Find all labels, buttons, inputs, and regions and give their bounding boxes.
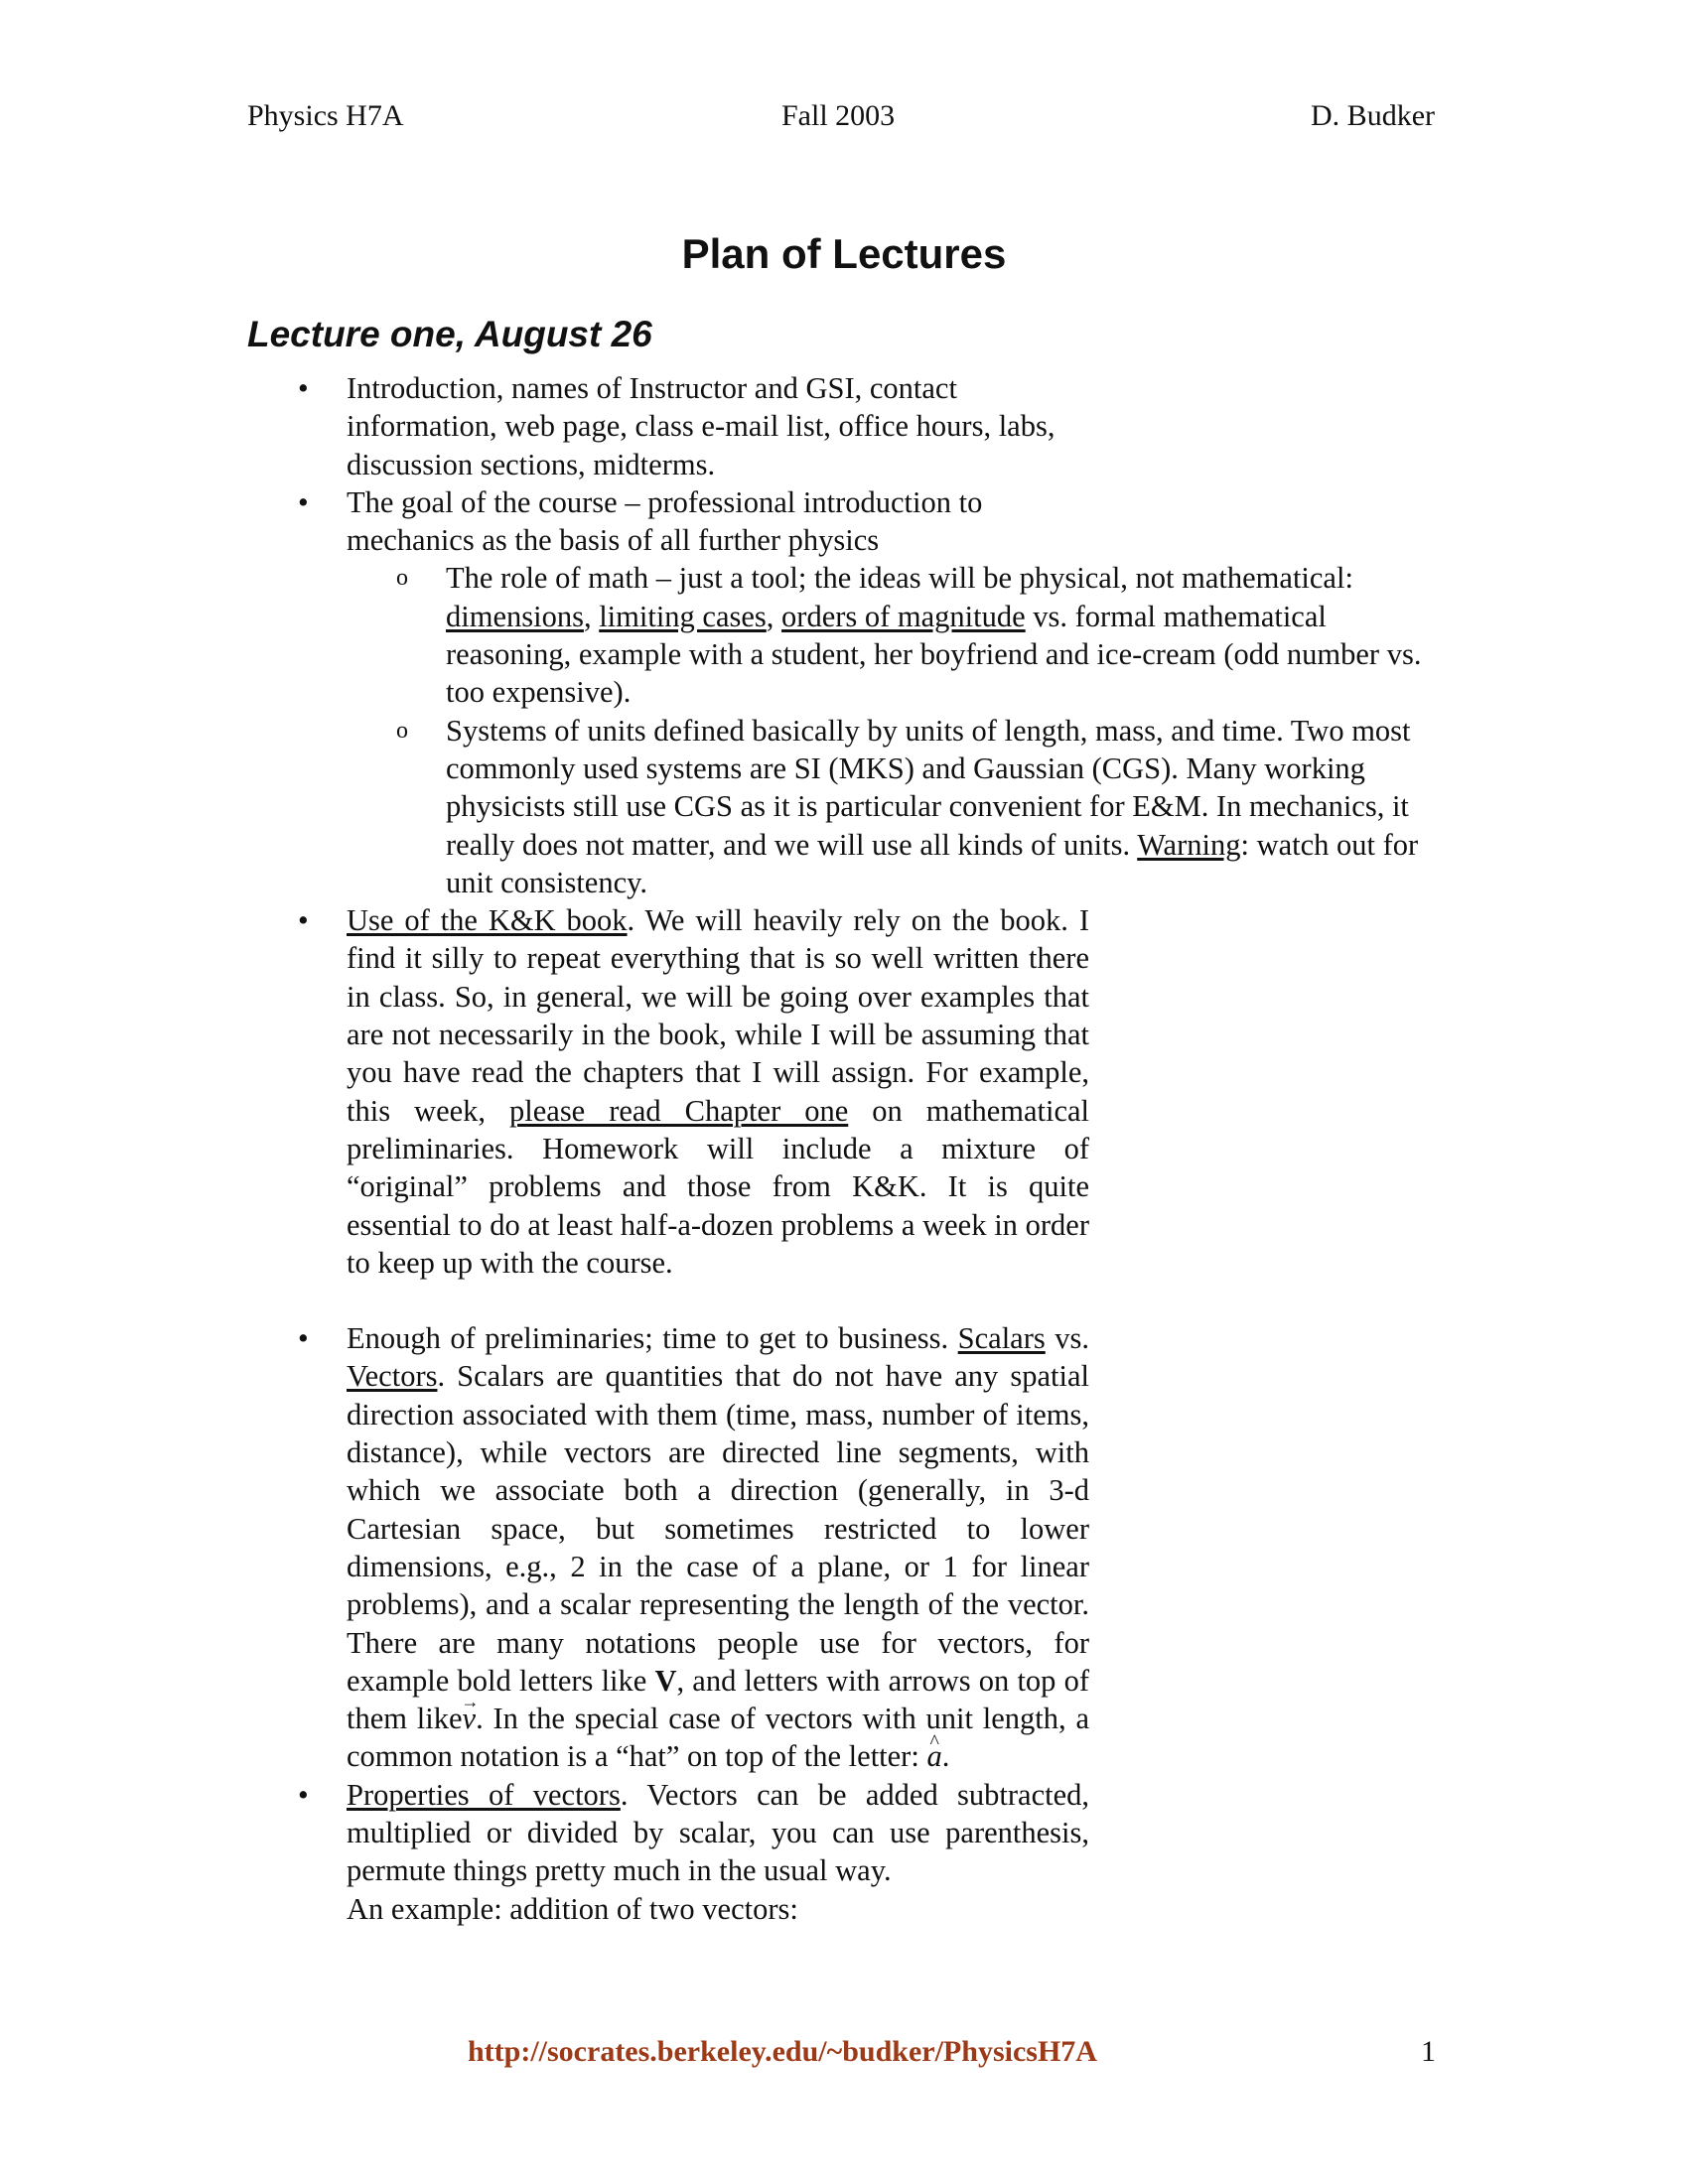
separator: ,: [766, 599, 782, 633]
bold-v-symbol: V: [654, 1663, 677, 1698]
subbullet-systems-of-units: [446, 712, 1436, 901]
paragraph-gap: [0, 1282, 1688, 1319]
properties-text: . Vectors can be added subtracted, multiplied or divided by scalar, you can use parenthesis, permute things pretty much in the usual way.: [347, 1777, 1089, 1888]
underline-please-read: please read Chapter one: [509, 1093, 849, 1128]
role-of-math-text-cont: vs. formal mathematical reasoning, example with a student, her boyfriend and ice-cream (odd number vs. too expensive).: [446, 599, 1422, 710]
footer-url: http://socrates.berkeley.edu/~budker/PhysicsH7A: [468, 2035, 1097, 2068]
page-number: 1: [1421, 2035, 1436, 2068]
header-course: Physics H7A: [247, 99, 404, 132]
kk-book-text-cont: on mathematical preliminaries. Homework will include a mixture of “original” problems and those from K&K. It is quite essential to do at least half-a-dozen problems a week in order to keep up with the course.: [347, 1093, 1089, 1280]
vector-v-symbol: → v: [463, 1700, 477, 1737]
underline-vectors: Vectors: [347, 1359, 438, 1394]
period: .: [941, 1739, 950, 1774]
scalars-text-arrows: , and letters with arrows on top of them like: [347, 1663, 1089, 1736]
scalars-text-cont: . Scalars are quantities that do not have any spatial direction associated with them (time, mass, number of items, distance), while vectors are directed line segments, with which we associate both a direction (generally, in 3-d Cartesian space, but sometimes restricted to lower dimensions, e.g., 2 in the case of a plane, or 1 for linear problems), and a scalar representing the length of the vector. There are many notations people use for vectors, for example bold letters like: [347, 1359, 1089, 1698]
underline-warning: Warning: [1137, 827, 1241, 862]
bullet-introduction: [0, 369, 1089, 483]
underline-dimensions: dimensions: [446, 599, 584, 633]
page-title: Plan of Lectures: [681, 230, 1007, 277]
underline-limiting-cases: limiting cases: [599, 599, 767, 633]
bullet-course-goal: [0, 483, 1422, 901]
bullet-kk-book: [0, 901, 1089, 1282]
kk-book-text: . We will heavily rely on the book. I find it silly to repeat everything that is so well written there in class. So, in general, we will be going over examples that are not necessarily in the book, while I will be assuming that you have read the chapters that I will assign. For example, this week,: [347, 903, 1089, 1128]
underline-properties-of-vectors: Properties of vectors: [347, 1777, 621, 1812]
bullet-properties-of-vectors: [0, 1776, 1089, 1928]
bullet-introduction-text: Introduction, names of Instructor and GSI, contact information, web page, class e-mail list, office hours, labs, discussion sections, midterms.: [347, 371, 1055, 481]
bullet-scalars-vectors: [0, 1319, 1089, 1776]
header-author: D. Budker: [1311, 99, 1435, 132]
scalars-text-unit: . In the special case of vectors with unit length, a common notation is a “hat” on top of the letter:: [347, 1702, 1089, 1774]
scalars-text: Enough of preliminaries; time to get to business.: [347, 1321, 958, 1356]
underline-scalars: Scalars: [957, 1321, 1046, 1356]
lecture-heading: Lecture one, August 26: [247, 314, 652, 354]
subbullet-role-of-math: [446, 559, 1436, 711]
lecture-content: [0, 369, 1688, 1928]
units-text-cont: : watch out for unit consistency.: [446, 827, 1419, 899]
hat-a-symbol: ^ a: [926, 1737, 941, 1775]
underline-orders-of-magnitude: orders of magnitude: [781, 599, 1026, 633]
role-of-math-text: The role of math – just a tool; the ideas will be physical, not mathematical:: [446, 561, 1353, 596]
header-term: Fall 2003: [781, 99, 896, 132]
underline-kk-book: Use of the K&K book: [347, 903, 628, 938]
scalars-vs: vs.: [1045, 1321, 1090, 1356]
bullet-course-goal-text: • The goal of the course – professional introduction to mechanics as the basis of all further physics: [347, 484, 983, 558]
example-line: An example: addition of two vectors:: [347, 1891, 798, 1926]
units-text: Systems of units defined basically by units of length, mass, and time. Two most commonly used systems are SI (MKS) and Gaussian (CGS). Many working physicists still use CGS as it is particular convenient for E&M. In mechanics, it really does not matter, and we will use all kinds of units.: [446, 713, 1411, 862]
separator: ,: [583, 599, 600, 633]
